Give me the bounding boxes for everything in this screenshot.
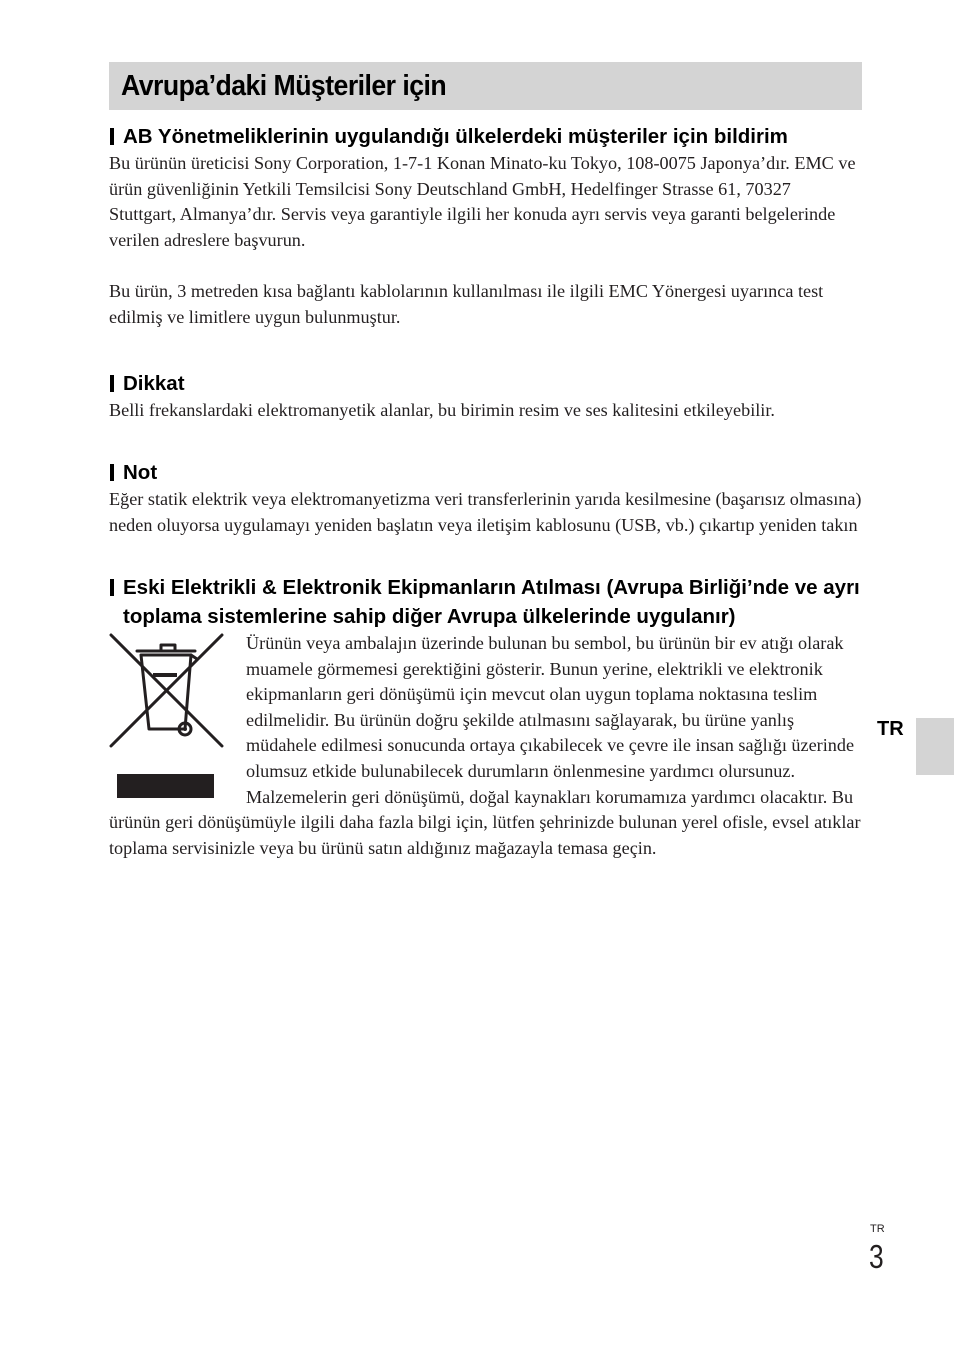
heading-marker xyxy=(110,375,114,392)
page-title-bar xyxy=(109,62,862,110)
weee-figure xyxy=(109,631,246,809)
weee-black-bar xyxy=(117,774,214,798)
ab-paragraph-2: Bu ürün, 3 metreden kısa bağlantı kablolarının kullanılması ile ilgili EMC Yönergesi uyarınca test edilmiş ve limitlere uygun bulunmuştur. xyxy=(109,280,824,327)
ab-paragraph-1: Bu ürünün üreticisi Sony Corporation, 1-7-1 Konan Minato-ku Tokyo, 108-0075 Japonya’dır. EMC ve ürün güvenliğinin Yetkili Temsilcisi Sony Deutschland GmbH, Hedelfinger Strasse 61, 70327 Stuttgart, Almanya’dır. Servis veya garantiyle ilgili her konuda ayrı servis veya garanti belgelerinde verilen adreslere başvurun. xyxy=(109,153,856,250)
section-heading-dikkat xyxy=(109,369,862,398)
section-ab-notice xyxy=(109,122,862,330)
weee-block xyxy=(109,631,862,861)
heading-marker xyxy=(110,464,114,481)
section-dikkat xyxy=(109,369,862,424)
heading-marker xyxy=(110,579,114,596)
section-heading-not xyxy=(109,458,862,487)
heading-marker xyxy=(110,128,114,145)
section-heading-weee-text: Eski Elektrikli & Elektronik Ekipmanların Atılması (Avrupa Birliği’nde ve ayrı toplama sistemlerine sahip diğer Avrupa ülkelerinde uygulanır) xyxy=(123,576,860,628)
section-heading-not-text: Not xyxy=(123,461,158,484)
not-paragraph: Eğer statik elektrik veya elektromanyetizma veri transferlerinin yarıda kesilmesine (başarısız olmasına) neden oluyorsa uygulamayı yeniden başlatın veya iletişim kablosunu (USB, vb.) çıkartıp yeniden takın xyxy=(109,489,862,535)
weee-paragraph: Ürünün veya ambalajın üzerinde bulunan bu sembol, bu ürünün bir ev atığı olarak muamele görmemesi gerektiğini gösterir. Bunun yerine, elektrikli ve elektronik ekipmanların geri dönüşümü için mevcut olan uygun toplama noktasına teslim edilmelidir. Bu ürünün doğru şekilde atılmasını sağlayarak, bu ürüne yanlış müdahele edilmesi sonucunda ortaya çıkabilecek ve çevre ile insan sağlığı üzerinde olumsuz etkide bulunabilecek durumların önlenmesine yardımcı olursunuz. Malzemelerin geri dönüşümü, doğal kaynakları korumamıza yardımcı olacaktır. Bu ürünün geri dönüşümüyle ilgili daha fazla bilgi için, lütfen şehrinizde bulunan yerel ofisle, evsel atıklar toplama servisinizle veya bu ürünü satın aldığınız mağazayla temasa geçin. xyxy=(109,633,861,858)
crossed-out-wheelie-bin-icon xyxy=(109,633,224,748)
language-side-tab xyxy=(916,718,954,775)
section-not xyxy=(109,458,862,538)
dikkat-paragraph: Belli frekanslardaki elektromanyetik alanlar, bu birimin resim ve ses kalitesini etkileyebilir. xyxy=(109,400,775,420)
section-weee xyxy=(109,573,862,861)
section-heading-dikkat-text: Dikkat xyxy=(123,372,185,395)
page-number: 3 xyxy=(869,1238,884,1275)
language-side-tab-label: TR xyxy=(877,718,904,740)
section-heading-ab-text: AB Yönetmeliklerinin uygulandığı ülkelerdeki müşteriler için bildirim xyxy=(123,125,788,148)
section-heading-ab xyxy=(109,122,862,151)
footer-language: TR xyxy=(870,1223,885,1235)
page-title: Avrupa’daki Müşteriler için xyxy=(121,70,447,102)
section-heading-weee xyxy=(109,573,862,631)
